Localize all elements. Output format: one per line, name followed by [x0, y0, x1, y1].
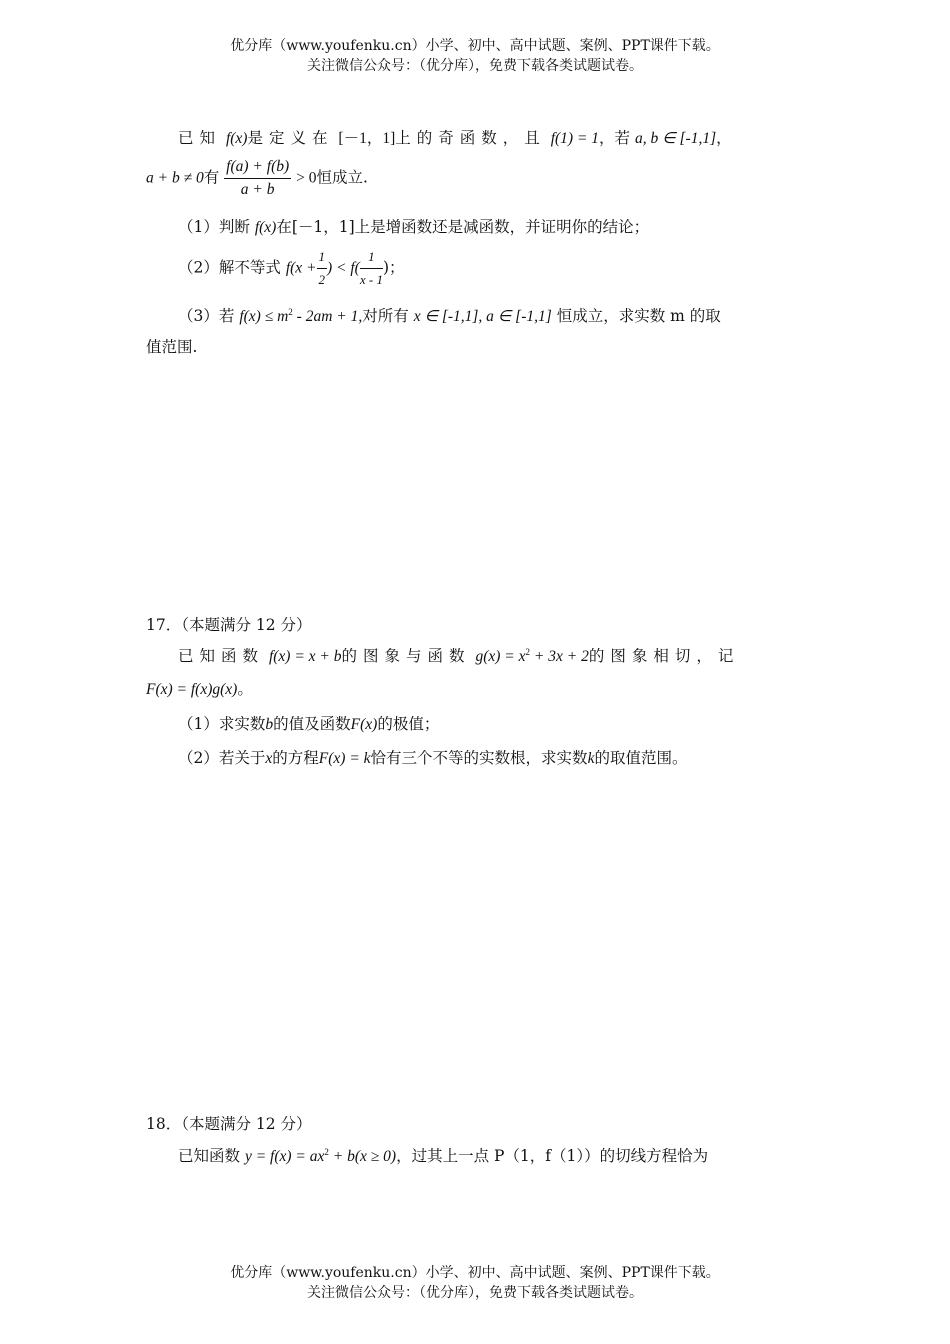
page-footer: [0, 1263, 950, 1303]
q16-fraction: $\frac{f(a) + f(b)}{a + b}$: [226, 158, 290, 198]
q16-condition: a + b ≠ 0有 $\frac{f(a) + f(b)}{a + b}$ > 0恒成立.: [146, 156, 368, 201]
q18-line1: 已知函数 $y = f(x) = ax^2 + b(x \ge 0)$，过其上一点 P（1，f（1））的切线方程恰为: [178, 1146, 709, 1165]
header-line-2: 关注微信公众号：（优分库），免费下载各类试题试卷。: [307, 58, 643, 74]
q18-title: 18．（本题满分 12 分）: [146, 1115, 312, 1133]
q17-line2: F(x) = f(x)g(x)。: [146, 680, 253, 698]
q17-title: 17．（本题满分 12 分）: [146, 616, 312, 634]
q16-part3: （3）若 $f(x) \le m^2 - 2am + 1$,对所有 x ∈ [-1,1], a ∈ [-1,1] 恒成立，求实数 m 的取: [178, 306, 721, 325]
page-header: [0, 36, 950, 76]
footer-line-2: 关注微信公众号：（优分库），免费下载各类试题试卷。: [307, 1285, 643, 1301]
footer-line-1: 优分库（www.youfenku.cn）小学、初中、高中试题、案例、PPT课件下载。: [230, 1265, 720, 1281]
q17-line1: 已知函数 f(x) = x + b的图象与函数 $g(x) = x^2 + 3x + 2$的图象相切，记: [178, 646, 740, 665]
header-line-1: 优分库（www.youfenku.cn）小学、初中、高中试题、案例、PPT课件下载。: [230, 38, 720, 54]
q17-part2: （2）若关于x的方程F(x) = k恰有三个不等的实数根，求实数k的取值范围。: [178, 749, 688, 767]
q16-part2: （2）解不等式 f(x + $\frac{1}{2}$ ) < f( $\frac{1}{x - 1}$ )；: [178, 246, 405, 291]
q16-part3-cont: 值范围.: [146, 338, 198, 356]
q16-intro: 已知 f(x)是定义在 [－1，1]上的奇函数，且 f(1) = 1，若 a, b ∈ [-1,1]，: [178, 129, 732, 147]
q16-part1: （1）判断 f(x)在[－1，1]上是增函数还是减函数，并证明你的结论；: [178, 218, 650, 236]
q17-part1: （1）求实数b的值及函数F(x)的极值；: [178, 715, 440, 733]
